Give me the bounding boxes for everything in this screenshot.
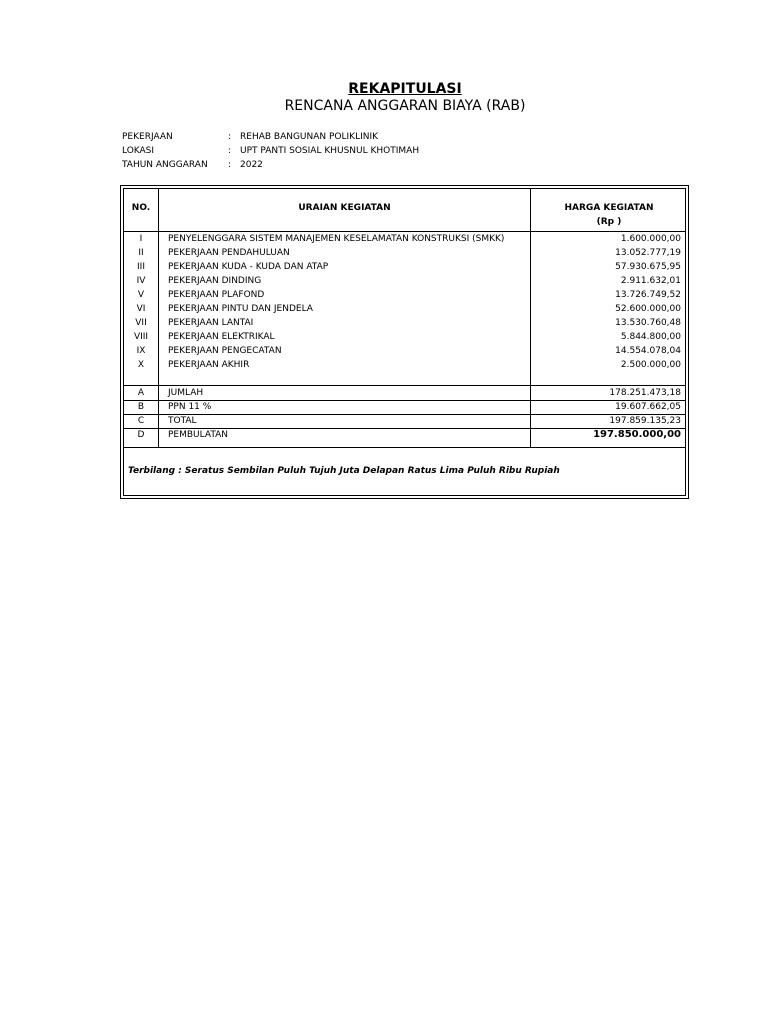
row-description: PEKERJAAN PLAFOND xyxy=(168,290,265,300)
info-label: PEKERJAAN xyxy=(122,132,173,142)
header-no: NO. xyxy=(131,203,151,213)
info-colon: : xyxy=(228,160,232,170)
info-row-lokasi xyxy=(122,144,419,158)
summary-letter: B xyxy=(137,402,145,412)
terbilang-text: Terbilang : Seratus Sembilan Puluh Tujuh Juta Delapan Ratus Lima Puluh Ribu Rupiah xyxy=(128,466,560,476)
info-colon: : xyxy=(228,132,232,142)
row-number: II xyxy=(138,248,144,258)
info-value: REHAB BANGUNAN POLIKLINIK xyxy=(240,132,379,142)
summary-letter: D xyxy=(137,430,145,440)
row-description: PEKERJAAN DINDING xyxy=(168,276,262,286)
summary-amount: 197.859.135,23 xyxy=(609,416,681,426)
info-value: UPT PANTI SOSIAL KHUSNUL KHOTIMAH xyxy=(240,146,420,156)
row-number: V xyxy=(137,290,145,300)
footer-divider xyxy=(124,447,685,448)
table-row xyxy=(124,302,685,316)
summary-amount: 178.251.473,18 xyxy=(609,388,681,398)
row-number: VIII xyxy=(133,332,149,342)
summary-row xyxy=(124,428,685,442)
info-label: TAHUN ANGGARAN xyxy=(122,160,208,170)
row-amount: 2.500.000,00 xyxy=(620,360,681,370)
row-amount: 14.554.078,04 xyxy=(615,346,681,356)
table-row xyxy=(124,344,685,358)
row-number: VI xyxy=(136,304,146,314)
info-label: LOKASI xyxy=(122,146,155,156)
summary-amount: 19.607.662,05 xyxy=(615,402,681,412)
table-row xyxy=(124,260,685,274)
row-amount: 1.600.000,00 xyxy=(620,234,681,244)
document-title: REKAPITULASI xyxy=(348,81,462,97)
summary-amount: 197.850.000,00 xyxy=(593,429,681,440)
row-description: PENYELENGGARA SISTEM MANAJEMEN KESELAMATAN KONSTRUKSI (SMKK) xyxy=(168,234,505,244)
row-number: IV xyxy=(136,276,146,286)
table-row xyxy=(124,316,685,330)
project-info xyxy=(122,130,419,172)
row-amount: 13.726.749,52 xyxy=(615,290,681,300)
row-description: PEKERJAAN PENDAHULUAN xyxy=(168,248,290,258)
header-uraian: URAIAN KEGIATAN xyxy=(298,203,391,213)
row-description: PEKERJAAN ELEKTRIKAL xyxy=(168,332,275,342)
rab-table xyxy=(123,188,686,496)
row-amount: 2.911.632,01 xyxy=(620,276,681,286)
row-number: III xyxy=(137,262,145,272)
row-number: VII xyxy=(135,318,147,328)
table-row xyxy=(124,358,685,372)
row-description: PEKERJAAN PENGECATAN xyxy=(168,346,282,356)
header-harga: HARGA KEGIATAN xyxy=(564,203,654,213)
info-row-tahun xyxy=(122,158,419,172)
row-amount: 13.052.777,19 xyxy=(615,248,681,258)
row-amount: 57.930.675,95 xyxy=(615,262,681,272)
table-row xyxy=(124,246,685,260)
info-row-pekerjaan xyxy=(122,130,419,144)
info-colon: : xyxy=(228,146,232,156)
row-number: IX xyxy=(136,346,146,356)
row-description: PEKERJAAN AKHIR xyxy=(168,360,250,370)
summary-row xyxy=(124,386,685,400)
table-row xyxy=(124,274,685,288)
rab-table-frame xyxy=(120,185,689,499)
row-amount: 52.600.000,00 xyxy=(615,304,681,314)
summary-label: JUMLAH xyxy=(168,388,204,398)
row-amount: 13.530.760,48 xyxy=(615,318,681,328)
summary-letter: C xyxy=(137,416,145,426)
row-description: PEKERJAAN KUDA - KUDA DAN ATAP xyxy=(168,262,329,272)
table-row xyxy=(124,330,685,344)
document-subtitle: RENCANA ANGGARAN BIAYA (RAB) xyxy=(284,98,526,114)
summary-label: TOTAL xyxy=(168,416,197,426)
summary-label: PPN 11 % xyxy=(168,402,212,412)
row-amount: 5.844.800,00 xyxy=(620,332,681,342)
table-row xyxy=(124,288,685,302)
summary-letter: A xyxy=(137,388,145,398)
summary-label: PEMBULATAN xyxy=(168,430,229,440)
summary-row xyxy=(124,400,685,414)
row-description: PEKERJAAN LANTAI xyxy=(168,318,254,328)
info-value: 2022 xyxy=(240,160,263,170)
row-description: PEKERJAAN PINTU DAN JENDELA xyxy=(168,304,313,314)
header-harga-unit: (Rp ) xyxy=(596,217,622,227)
table-row xyxy=(124,232,685,246)
row-number: X xyxy=(137,360,145,370)
row-number: I xyxy=(139,234,143,244)
summary-row xyxy=(124,414,685,428)
